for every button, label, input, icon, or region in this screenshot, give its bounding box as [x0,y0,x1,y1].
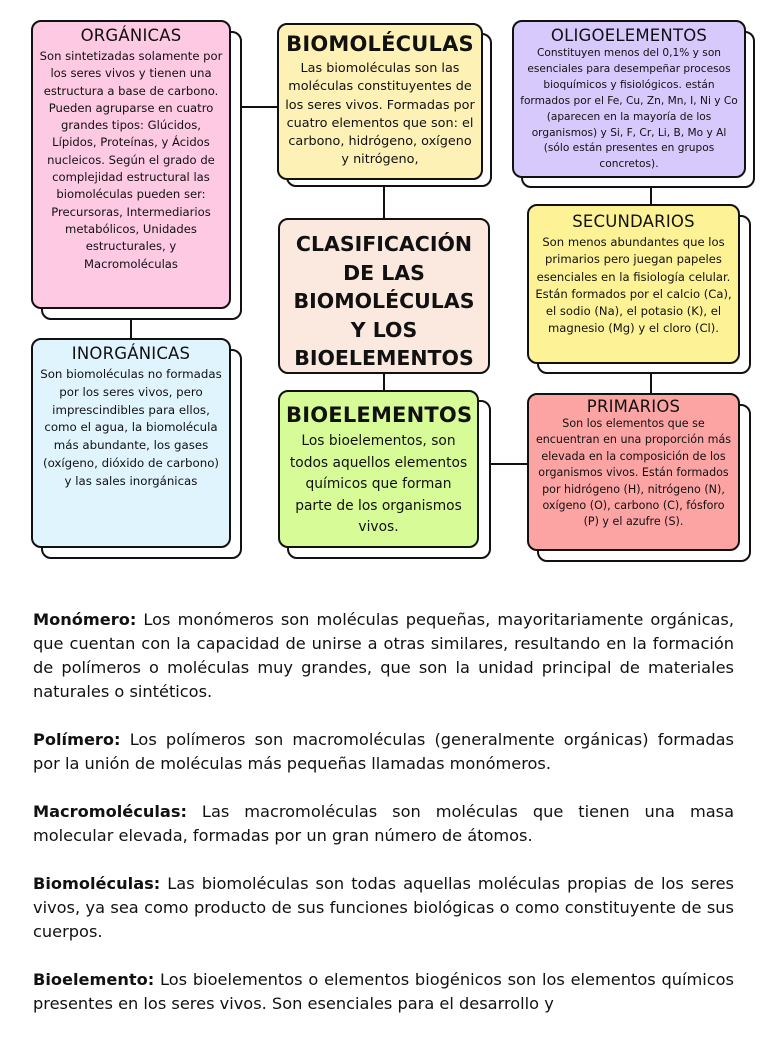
glossary-term: Polímero: [33,730,121,749]
glossary-term: Monómero: [33,610,137,629]
primarios-title: PRIMARIOS [586,397,681,416]
glossary-entry-polimero [33,728,734,776]
glossary-entry-bioelemento [33,968,734,1016]
secundarios-text: Son menos abundantes que los primarios pero juegan papeles esenciales en la fisiología celular. Están formados por el calcio (Ca), el sodio (Na), el potasio (K), el magnesio (Mg) y el cloro (Cl). [535,235,732,336]
glossary-definition: Las biomoléculas son todas aquellas moléculas propias de los seres vivos, ya sea como producto de sus funciones biológicas o como constituyente de sus cuerpos. [33,874,734,941]
secundarios-title: SECUNDARIOS [572,212,695,231]
glossary-term: Biomoléculas: [33,874,161,893]
primarios-text: Son los elementos que se encuentran en una proporción más elevada en la composición de los organismos vivos. Están formados por hidrógeno (H), nitrógeno (N), oxígeno (O), carbono (C), fósforo (P) y el azufre (S). [535,417,732,529]
center-card [278,218,490,374]
organicas-card [31,20,231,309]
glossary-entry-monomero [33,608,734,704]
inorganicas-card [31,338,231,548]
glossary-term: Bioelemento: [33,970,155,989]
biomoleculas-card [277,23,483,180]
secundarios-card [527,204,740,364]
biomoleculas-title: BIOMOLÉCULAS [286,32,474,56]
inorganicas-text: Son biomoléculas no formadas por los seres vivos, pero imprescindibles para ellos, como el agua, la biomolécula más abundante, los gases (oxígeno, dióxido de carbono) y las sales inorgánicas [40,367,222,488]
glossary-entry-biomoleculas [33,872,734,944]
glossary-definition: Los monómeros son moléculas pequeñas, mayoritariamente orgánicas, que cuentan con la capacidad de unirse a otras similares, resultando en la formación de polímeros o moléculas muy grandes, que son la unidad principal de materiales naturales o sintéticos. [33,610,734,701]
oligoelementos-text: Constituyen menos del 0,1% y son esenciales para desempeñar procesos bioquímicos y fisiológicos. están formados por el Fe, Cu, Zn, Mn, I, Ni y Co (aparecen en la mayoría de los organismos) y Si, F, Cr, Li, B, Mo y Al (sólo están presentes en grupos concretos). [520,47,738,171]
glossary-term: Macromoléculas: [33,802,187,821]
bioelementos-title: BIOELEMENTOS [286,403,473,427]
organicas-title: ORGÁNICAS [80,26,182,45]
glossary-definition: Los bioelementos o elementos biogénicos son los elementos químicos presentes en los seres vivos. Son esenciales para el desarrollo y [33,970,734,1013]
organicas-text: Son sintetizadas solamente por los seres vivos y tienen una estructura a base de carbono. Pueden agruparse en cuatro grandes tipos: Glúcidos, Lípidos, Proteínas, y Ácidos nucleicos. Según el grado de complejidad estructural las biomoléculas pueden ser: Precursoras, Intermediarios metabólicos, Unidades estructurales, y Macromoléculas [39,49,223,271]
inorganicas-title: INORGÁNICAS [71,344,191,363]
bioelementos-text: Los bioelementos, son todos aquellos elementos químicos que forman parte de los organismos vivos. [289,433,468,535]
bioelementos-card [278,390,479,548]
oligoelementos-title: OLIGOELEMENTOS [550,26,708,45]
glossary-definition: Las macromoléculas son moléculas que tienen una masa molecular elevada, formadas por un gran número de átomos. [33,802,734,845]
primarios-card [527,393,740,551]
center-title: CLASIFICACIÓN DE LAS BIOMOLÉCULAS Y LOS BIOELEMENTOS [293,232,475,370]
glossary-entry-macromoleculas [33,800,734,848]
glossary [33,608,734,1040]
oligoelementos-card [512,20,746,178]
glossary-definition: Los polímeros son macromoléculas (generalmente orgánicas) formadas por la unión de moléculas más pequeñas llamadas monómeros. [33,730,734,773]
biomoleculas-text: Las biomoléculas son las moléculas constituyentes de los seres vivos. Formadas por cuatro elementos que son: el carbono, hidrógeno, oxígeno y nitrógeno, [285,61,475,168]
